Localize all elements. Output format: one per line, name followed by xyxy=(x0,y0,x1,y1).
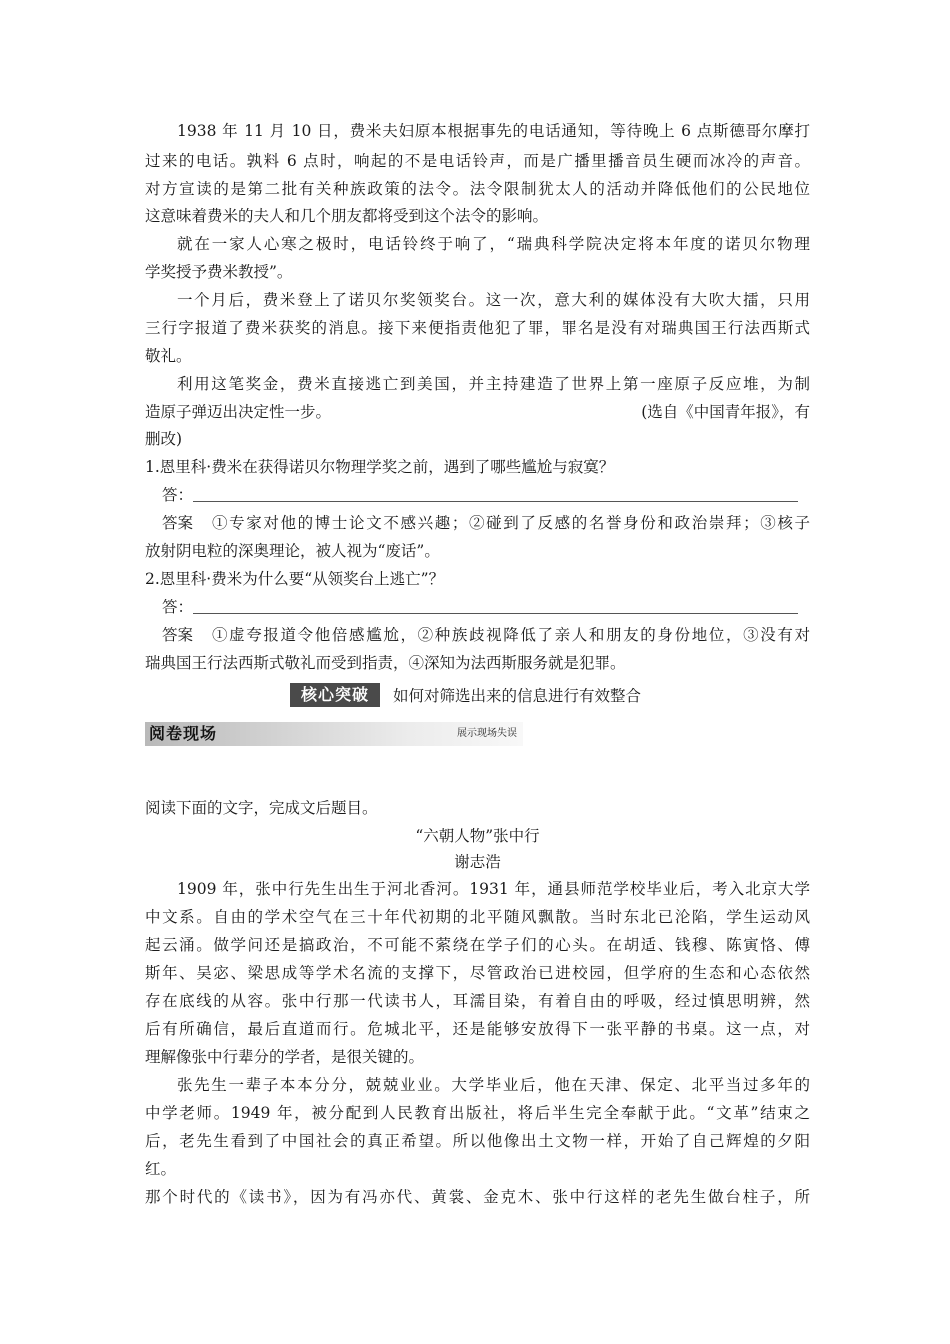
passage2-p1-line6: 后有所确信，最后直道而行。危城北平，还是能够安放得下一张平静的书桌。这一点，对 xyxy=(145,1020,810,1038)
answer-label-1: 答： xyxy=(162,486,194,504)
answer-line-2[interactable] xyxy=(193,613,798,614)
key-2-line1: ①虚夸报道令他倍感尴尬，②种族歧视降低了亲人和朋友的身份地位，③没有对 xyxy=(212,626,810,644)
review-scene-subtitle: 展示现场失误 xyxy=(457,728,517,739)
reading-instruction: 阅读下面的文字，完成文后题目。 xyxy=(145,799,378,817)
article-author: 谢志浩 xyxy=(454,853,501,871)
key-2-line2: 瑞典国王行法西斯式敬礼而受到指责，④深知为法西斯服务就是犯罪。 xyxy=(145,654,626,672)
answer-label-2: 答： xyxy=(162,598,194,616)
passage2-p1-line1: 1909 年，张中行先生出生于河北香河。1931 年，通县师范学校毕业后，考入北京大学 xyxy=(177,880,810,898)
passage1-p1-line2: 过来的电话。孰料 6 点时，响起的不是电话铃声，而是广播里播音员生硬而冰冷的声音。 xyxy=(145,152,810,170)
review-scene-label: 阅卷现场 xyxy=(149,724,218,743)
passage1-source: (选自《中国青年报》，有 xyxy=(641,403,810,421)
passage1-source-cont: 删改) xyxy=(145,430,183,448)
passage1-p2-line1: 就在一家人心寒之极时，电话铃终于响了，“瑞典科学院决定将本年度的诺贝尔物理 xyxy=(177,235,810,253)
question-2: 2.恩里科·费米为什么要“从领奖台上逃亡”？ xyxy=(145,570,445,588)
passage2-p1-line5: 存在底线的从容。张中行那一代读书人，耳濡目染，有着自由的呼吸，经过慎思明辨，然 xyxy=(145,992,810,1010)
passage2-p3-line1: 那个时代的《读书》，因为有冯亦代、黄裳、金克木、张中行这样的老先生做台柱子，所 xyxy=(145,1188,810,1206)
passage1-p3-line3: 敬礼。 xyxy=(145,347,192,365)
passage1-p1-line3: 对方宣读的是第二批有关种族政策的法令。法令限制犹太人的活动并降低他们的公民地位 xyxy=(145,180,810,198)
passage1-p1-line1: 1938 年 11 月 10 日，费米夫妇原本根据事先的电话通知，等待晚上 6 点斯德哥尔摩打 xyxy=(177,122,810,140)
passage1-p3-line1: 一个月后，费米登上了诺贝尔奖领奖台。这一次，意大利的媒体没有大吹大擂，只用 xyxy=(177,291,810,309)
passage1-p3-line2: 三行字报道了费米获奖的消息。接下来便指责他犯了罪，罪名是没有对瑞典国王行法西斯式 xyxy=(145,319,810,337)
passage1-p2-line2: 学奖授予费米教授”。 xyxy=(145,263,293,281)
passage2-p1-line2: 中文系。自由的学术空气在三十年代初期的北平随风飘散。当时东北已沦陷，学生运动风 xyxy=(145,908,810,926)
answer-line-1[interactable] xyxy=(193,501,798,502)
passage2-p1-line4: 斯年、吴宓、梁思成等学术名流的支撑下，尽管政治已进校园，但学府的生态和心态依然 xyxy=(145,964,810,982)
question-1: 1.恩里科·费米在获得诺贝尔物理学奖之前，遇到了哪些尴尬与寂寞？ xyxy=(145,458,615,476)
key-1-line1: ①专家对他的博士论文不感兴趣；②碰到了反感的名誉身份和政治崇拜；③核子 xyxy=(212,514,810,532)
key-1-line2: 放射阴电粒的深奥理论，被人视为“废话”。 xyxy=(145,542,440,560)
passage1-p4-line1: 利用这笔奖金，费米直接逃亡到美国，并主持建造了世界上第一座原子反应堆，为制 xyxy=(177,375,810,393)
passage1-p1-line4: 这意味着费米的夫人和几个朋友都将受到这个法令的影响。 xyxy=(145,207,549,225)
core-breakthrough-title: 如何对筛选出来的信息进行有效整合 xyxy=(393,687,642,705)
passage2-p2-line4: 红。 xyxy=(145,1160,177,1178)
passage2-p2-line1: 张先生一辈子本本分分，兢兢业业。大学毕业后，他在天津、保定、北平当过多年的 xyxy=(177,1076,810,1094)
core-breakthrough-tag: 核心突破 xyxy=(290,683,380,707)
passage2-p1-line3: 起云涌。做学问还是搞政治，不可能不萦绕在学子们的心头。在胡适、钱穆、陈寅恪、傅 xyxy=(145,936,810,954)
key-label-1: 答案 xyxy=(162,514,194,532)
passage2-p2-line3: 后，老先生看到了中国社会的真正希望。所以他像出土文物一样，开始了自己辉煌的夕阳 xyxy=(145,1132,810,1150)
key-label-2: 答案 xyxy=(162,626,194,644)
passage2-p2-line2: 中学老师。1949 年，被分配到人民教育出版社，将后半生完全奉献于此。“文革”结束之 xyxy=(145,1104,810,1122)
passage1-p4-line2: 造原子弹迈出决定性一步。 xyxy=(145,403,332,421)
article-title: “六朝人物”张中行 xyxy=(415,827,540,845)
passage2-p1-line7: 理解像张中行辈分的学者，是很关键的。 xyxy=(145,1048,425,1066)
review-scene-banner xyxy=(145,722,523,746)
